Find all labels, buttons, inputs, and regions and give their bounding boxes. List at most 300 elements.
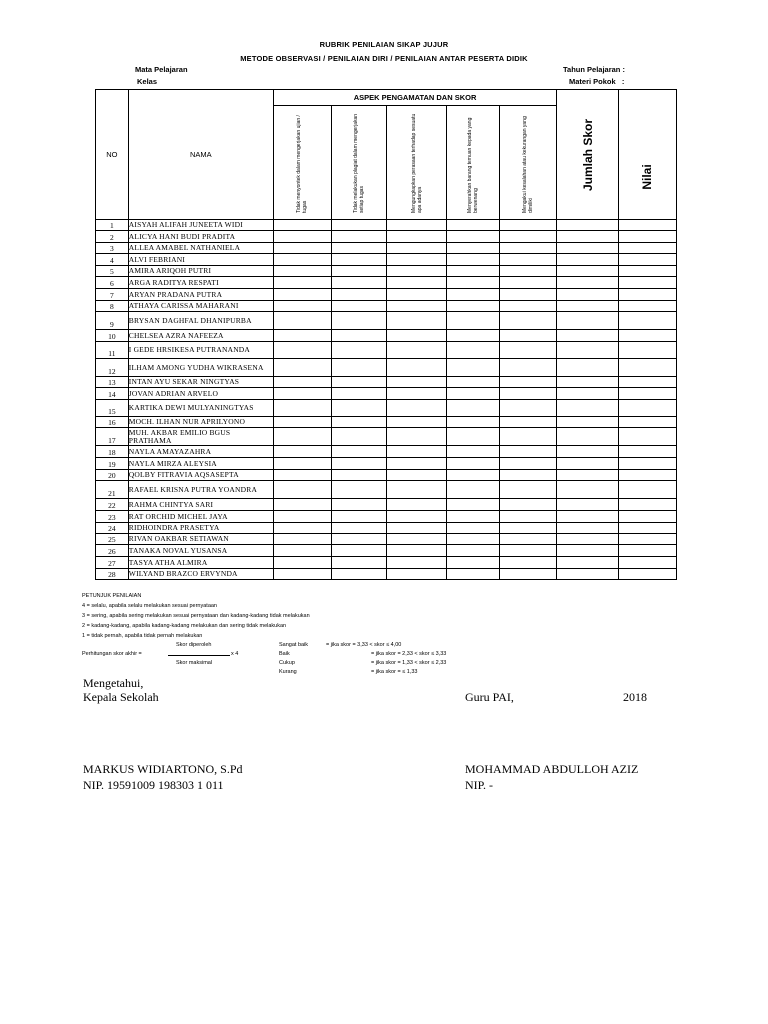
nilai-text: Nilai — [640, 163, 655, 190]
score-cell[interactable] — [386, 289, 446, 301]
score-cell[interactable] — [331, 388, 386, 400]
score-cell[interactable] — [273, 388, 331, 400]
score-cell[interactable] — [331, 243, 386, 254]
row-number: 2 — [96, 231, 129, 243]
score-cell[interactable] — [500, 545, 557, 557]
score-cell[interactable] — [500, 301, 557, 312]
nilai-cell[interactable] — [618, 417, 676, 428]
jumlah-skor-text: Jumlah Skor — [580, 118, 595, 191]
nilai-cell[interactable] — [618, 377, 676, 388]
row-number: 16 — [96, 417, 129, 428]
table-row — [96, 289, 677, 301]
score-cell[interactable] — [331, 458, 386, 470]
score-cell[interactable] — [386, 428, 446, 446]
petunjuk-line-1: 4 = selalu, apabila selalu melakukan sesuai pernyataan — [82, 603, 217, 609]
score-cell[interactable] — [500, 377, 557, 388]
table-row — [96, 377, 677, 388]
jumlah-cell[interactable] — [557, 417, 618, 428]
document-title: RUBRIK PENILAIAN SIKAP JUJUR — [319, 40, 449, 49]
nilai-cell[interactable] — [618, 511, 676, 523]
jumlah-cell[interactable] — [557, 470, 618, 481]
score-cell[interactable] — [273, 243, 331, 254]
row-number: 21 — [96, 481, 129, 499]
student-name: TANAKA NOVAL YUSANSA — [128, 545, 273, 557]
student-name: JOVAN ADRIAN ARVELO — [128, 388, 273, 400]
score-cell[interactable] — [386, 400, 446, 417]
jumlah-cell[interactable] — [557, 511, 618, 523]
student-name: BRYSAN DAGHFAL DHANIPURBA — [128, 312, 273, 330]
kelas-label: Kelas — [137, 77, 158, 86]
nilai-cell[interactable] — [618, 277, 676, 289]
nilai-cell[interactable] — [618, 458, 676, 470]
student-name: ALVI FEBRIANI — [128, 254, 273, 266]
jumlah-cell[interactable] — [557, 534, 618, 545]
jumlah-cell[interactable] — [557, 545, 618, 557]
score-cell[interactable] — [500, 458, 557, 470]
table-row — [96, 330, 677, 342]
row-number: 18 — [96, 446, 129, 458]
score-cell[interactable] — [447, 557, 500, 569]
score-cell[interactable] — [500, 277, 557, 289]
score-cell[interactable] — [331, 231, 386, 243]
student-name: NAYLA MIRZA ALEYSIA — [128, 458, 273, 470]
nilai-cell[interactable] — [618, 470, 676, 481]
no-header: NO — [96, 90, 129, 220]
tahun-pelajaran-label: Tahun Pelajaran : — [563, 65, 625, 74]
nilai-cell[interactable] — [618, 220, 676, 231]
row-number: 25 — [96, 534, 129, 545]
score-cell[interactable] — [331, 428, 386, 446]
nilai-cell[interactable] — [618, 557, 676, 569]
row-number: 10 — [96, 330, 129, 342]
nilai-cell[interactable] — [618, 545, 676, 557]
kepsek-nip: NIP. 19591009 198303 1 011 — [83, 778, 224, 792]
score-cell[interactable] — [386, 569, 446, 580]
score-cell[interactable] — [331, 301, 386, 312]
skor-maksimal: Skor maksimal — [176, 660, 213, 666]
score-cell[interactable] — [331, 330, 386, 342]
student-name: AMIRA ARIQOH PUTRI — [128, 266, 273, 277]
score-cell[interactable] — [331, 481, 386, 499]
jumlah-cell[interactable] — [557, 277, 618, 289]
nilai-cell[interactable] — [618, 481, 676, 499]
score-cell[interactable] — [273, 330, 331, 342]
score-cell[interactable] — [331, 266, 386, 277]
document-subtitle: METODE OBSERVASI / PENILAIAN DIRI / PENILAIAN ANTAR PESERTA DIDIK — [240, 54, 528, 63]
score-cell[interactable] — [386, 231, 446, 243]
student-name: INTAN AYU SEKAR NINGTYAS — [128, 377, 273, 388]
row-number: 13 — [96, 377, 129, 388]
score-cell[interactable] — [500, 569, 557, 580]
score-cell[interactable] — [331, 289, 386, 301]
jumlah-cell[interactable] — [557, 312, 618, 330]
assessment-table — [95, 89, 677, 580]
jumlah-cell[interactable] — [557, 243, 618, 254]
score-cell[interactable] — [500, 523, 557, 534]
score-cell[interactable] — [447, 312, 500, 330]
score-cell[interactable] — [500, 470, 557, 481]
kategori-rule-2: = jika skor = 2,33 < skor ≤ 3,33 — [371, 651, 447, 657]
score-cell[interactable] — [447, 446, 500, 458]
table-row — [96, 470, 677, 481]
score-cell[interactable] — [273, 266, 331, 277]
score-cell[interactable] — [386, 301, 446, 312]
jumlah-cell[interactable] — [557, 481, 618, 499]
student-name: RIDHOINDRA PRASETYA — [128, 523, 273, 534]
nilai-cell[interactable] — [618, 254, 676, 266]
nilai-cell[interactable] — [618, 446, 676, 458]
row-number: 15 — [96, 400, 129, 417]
jumlah-cell[interactable] — [557, 499, 618, 511]
table-row — [96, 231, 677, 243]
score-cell[interactable] — [500, 400, 557, 417]
score-cell[interactable] — [447, 388, 500, 400]
jumlah-cell[interactable] — [557, 330, 618, 342]
row-number: 17 — [96, 428, 129, 446]
student-name: QOLBY FITRAVIA AQSASEPTA — [128, 470, 273, 481]
row-number: 7 — [96, 289, 129, 301]
student-name: NAYLA AMAYAZAHRA — [128, 446, 273, 458]
score-cell[interactable] — [500, 254, 557, 266]
score-cell[interactable] — [386, 511, 446, 523]
materi-pokok-label: Materi Pokok : — [569, 77, 625, 86]
score-cell[interactable] — [273, 289, 331, 301]
table-row — [96, 446, 677, 458]
score-cell[interactable] — [447, 266, 500, 277]
score-cell[interactable] — [447, 545, 500, 557]
score-cell[interactable] — [273, 446, 331, 458]
nilai-cell[interactable] — [618, 428, 676, 446]
score-cell[interactable] — [273, 545, 331, 557]
score-cell[interactable] — [331, 470, 386, 481]
jumlah-skor-header — [557, 90, 618, 220]
score-cell[interactable] — [273, 359, 331, 377]
score-cell[interactable] — [386, 377, 446, 388]
nilai-cell[interactable] — [618, 289, 676, 301]
score-cell[interactable] — [386, 330, 446, 342]
jumlah-cell[interactable] — [557, 400, 618, 417]
score-cell[interactable] — [500, 243, 557, 254]
score-cell[interactable] — [500, 511, 557, 523]
table-row — [96, 545, 677, 557]
score-cell[interactable] — [500, 342, 557, 359]
kepala-sekolah-text: Kepala Sekolah — [83, 690, 159, 704]
table-row — [96, 301, 677, 312]
jumlah-cell[interactable] — [557, 289, 618, 301]
score-cell[interactable] — [331, 511, 386, 523]
aspek-header: ASPEK PENGAMATAN DAN SKOR — [273, 90, 557, 106]
student-name: WILYAND BRAZCO ERVYNDA — [128, 569, 273, 580]
score-cell[interactable] — [447, 220, 500, 231]
aspek-col-5 — [500, 106, 557, 220]
score-cell[interactable] — [386, 342, 446, 359]
nilai-cell[interactable] — [618, 523, 676, 534]
score-cell[interactable] — [273, 417, 331, 428]
score-cell[interactable] — [447, 400, 500, 417]
nilai-cell[interactable] — [618, 266, 676, 277]
score-cell[interactable] — [447, 499, 500, 511]
kategori-label-4: Kurang — [279, 669, 297, 675]
table-row — [96, 342, 677, 359]
score-cell[interactable] — [447, 301, 500, 312]
row-number: 28 — [96, 569, 129, 580]
student-name: ARGA RADITYA RESPATI — [128, 277, 273, 289]
score-cell[interactable] — [331, 499, 386, 511]
table-row — [96, 534, 677, 545]
score-cell[interactable] — [500, 231, 557, 243]
row-number: 20 — [96, 470, 129, 481]
score-cell[interactable] — [386, 470, 446, 481]
guru-nip: NIP. - — [465, 778, 494, 792]
score-cell[interactable] — [386, 266, 446, 277]
score-cell[interactable] — [331, 254, 386, 266]
nilai-cell[interactable] — [618, 359, 676, 377]
score-cell[interactable] — [500, 330, 557, 342]
student-name: MOCH. ILHAN NUR APRILYONO — [128, 417, 273, 428]
row-number: 5 — [96, 266, 129, 277]
score-cell[interactable] — [447, 342, 500, 359]
jumlah-cell[interactable] — [557, 428, 618, 446]
score-cell[interactable] — [386, 243, 446, 254]
score-cell[interactable] — [500, 428, 557, 446]
table-row — [96, 511, 677, 523]
score-cell[interactable] — [331, 359, 386, 377]
score-cell[interactable] — [273, 557, 331, 569]
score-cell[interactable] — [500, 481, 557, 499]
jumlah-cell[interactable] — [557, 342, 618, 359]
score-cell[interactable] — [500, 220, 557, 231]
nilai-cell[interactable] — [618, 534, 676, 545]
score-cell[interactable] — [273, 342, 331, 359]
score-cell[interactable] — [500, 499, 557, 511]
score-cell[interactable] — [273, 400, 331, 417]
score-cell[interactable] — [447, 523, 500, 534]
score-cell[interactable] — [447, 458, 500, 470]
score-cell[interactable] — [447, 428, 500, 446]
row-number: 11 — [96, 342, 129, 359]
petunjuk-line-3: 2 = kadang-kadang, apabila kadang-kadang melakukan dan sering tidak melakukan — [82, 623, 287, 629]
score-cell[interactable] — [273, 428, 331, 446]
score-cell[interactable] — [447, 569, 500, 580]
student-name: RAFAEL KRISNA PUTRA YOANDRA — [128, 481, 273, 499]
jumlah-cell[interactable] — [557, 266, 618, 277]
score-cell[interactable] — [500, 417, 557, 428]
kategori-label-2: Baik — [279, 651, 290, 657]
student-name: RIVAN OAKBAR SETIAWAN — [128, 534, 273, 545]
aspek-col-3 — [386, 106, 446, 220]
score-cell[interactable] — [273, 231, 331, 243]
petunjuk-line-2: 3 = sering, apabila sering melakukan sesuai pernyataan dan kadang-kadang tidak melakukan — [82, 613, 310, 619]
score-cell[interactable] — [447, 231, 500, 243]
nilai-cell[interactable] — [618, 243, 676, 254]
score-cell[interactable] — [386, 359, 446, 377]
score-cell[interactable] — [273, 569, 331, 580]
score-cell[interactable] — [331, 417, 386, 428]
score-cell[interactable] — [331, 400, 386, 417]
score-cell[interactable] — [331, 446, 386, 458]
score-cell[interactable] — [273, 377, 331, 388]
table-row — [96, 359, 677, 377]
score-cell[interactable] — [273, 254, 331, 266]
score-cell[interactable] — [331, 523, 386, 534]
jumlah-cell[interactable] — [557, 231, 618, 243]
student-name: RAT ORCHID MICHEL JAYA — [128, 511, 273, 523]
nilai-cell[interactable] — [618, 301, 676, 312]
petunjuk-line-4: 1 = tidak pernah, apabila tidak pernah melakukan — [82, 633, 203, 639]
score-cell[interactable] — [500, 557, 557, 569]
score-cell[interactable] — [273, 312, 331, 330]
aspek-col-4 — [447, 106, 500, 220]
jumlah-cell[interactable] — [557, 220, 618, 231]
score-cell[interactable] — [273, 458, 331, 470]
score-cell[interactable] — [500, 289, 557, 301]
score-cell[interactable] — [386, 220, 446, 231]
score-cell[interactable] — [273, 301, 331, 312]
score-cell[interactable] — [331, 534, 386, 545]
student-name: ARYAN PRADANA PUTRA — [128, 289, 273, 301]
score-cell[interactable] — [273, 470, 331, 481]
student-name: ALICYA HANI BUDI PRADITA — [128, 231, 273, 243]
score-cell[interactable] — [386, 446, 446, 458]
row-number: 12 — [96, 359, 129, 377]
student-name: I GEDE HRSIKESA PUTRANANDA — [128, 342, 273, 359]
score-cell[interactable] — [386, 545, 446, 557]
row-number: 27 — [96, 557, 129, 569]
row-number: 4 — [96, 254, 129, 266]
score-cell[interactable] — [447, 254, 500, 266]
score-cell[interactable] — [386, 458, 446, 470]
table-row — [96, 243, 677, 254]
score-cell[interactable] — [273, 220, 331, 231]
score-cell[interactable] — [331, 377, 386, 388]
table-row — [96, 254, 677, 266]
score-cell[interactable] — [447, 481, 500, 499]
kategori-rule-3: = jika skor = 1,33 < skor ≤ 2,33 — [371, 660, 447, 666]
score-cell[interactable] — [447, 511, 500, 523]
jumlah-cell[interactable] — [557, 301, 618, 312]
jumlah-cell[interactable] — [557, 388, 618, 400]
score-cell[interactable] — [447, 289, 500, 301]
score-cell[interactable] — [273, 481, 331, 499]
student-name: ATHAYA CARISSA MAHARANI — [128, 301, 273, 312]
score-cell[interactable] — [386, 277, 446, 289]
kepsek-name: MARKUS WIDIARTONO, S.Pd — [83, 762, 243, 776]
score-cell[interactable] — [386, 312, 446, 330]
score-cell[interactable] — [386, 557, 446, 569]
score-cell[interactable] — [331, 569, 386, 580]
score-cell[interactable] — [500, 446, 557, 458]
table-row — [96, 499, 677, 511]
nama-header: NAMA — [128, 90, 273, 220]
row-number: 1 — [96, 220, 129, 231]
row-number: 3 — [96, 243, 129, 254]
score-cell[interactable] — [447, 417, 500, 428]
nilai-cell[interactable] — [618, 342, 676, 359]
jumlah-cell[interactable] — [557, 523, 618, 534]
score-cell[interactable] — [386, 254, 446, 266]
nilai-cell[interactable] — [618, 400, 676, 417]
table-row — [96, 277, 677, 289]
jumlah-cell[interactable] — [557, 557, 618, 569]
score-cell[interactable] — [273, 277, 331, 289]
score-cell[interactable] — [447, 377, 500, 388]
jumlah-cell[interactable] — [557, 569, 618, 580]
aspek-col-2-text: Tidak melakukan plagiat dalam mengerjakan setiap tugas — [352, 113, 365, 213]
score-cell[interactable] — [273, 523, 331, 534]
table-row — [96, 388, 677, 400]
table-row — [96, 266, 677, 277]
jumlah-cell[interactable] — [557, 458, 618, 470]
nilai-cell[interactable] — [618, 231, 676, 243]
aspek-col-1 — [273, 106, 331, 220]
score-cell[interactable] — [447, 243, 500, 254]
kategori-label-3: Cukup — [279, 660, 295, 666]
score-cell[interactable] — [500, 534, 557, 545]
nilai-cell[interactable] — [618, 569, 676, 580]
nilai-cell[interactable] — [618, 330, 676, 342]
row-number: 26 — [96, 545, 129, 557]
score-cell[interactable] — [386, 388, 446, 400]
table-row — [96, 569, 677, 580]
score-cell[interactable] — [447, 534, 500, 545]
score-cell[interactable] — [386, 481, 446, 499]
score-cell[interactable] — [500, 359, 557, 377]
score-cell[interactable] — [500, 266, 557, 277]
student-name: RAHMA CHINTYA SARI — [128, 499, 273, 511]
skor-diperoleh: Skor diperoleh — [176, 642, 212, 648]
row-number: 22 — [96, 499, 129, 511]
nilai-cell[interactable] — [618, 499, 676, 511]
score-cell[interactable] — [331, 312, 386, 330]
score-cell[interactable] — [447, 277, 500, 289]
jumlah-cell[interactable] — [557, 359, 618, 377]
score-cell[interactable] — [273, 511, 331, 523]
year-text: 2018 — [623, 690, 647, 704]
score-cell[interactable] — [331, 220, 386, 231]
score-cell[interactable] — [500, 312, 557, 330]
score-cell[interactable] — [331, 277, 386, 289]
jumlah-cell[interactable] — [557, 446, 618, 458]
score-cell[interactable] — [331, 545, 386, 557]
table-row — [96, 481, 677, 499]
row-number: 24 — [96, 523, 129, 534]
score-cell[interactable] — [386, 534, 446, 545]
petunjuk-title: PETUNJUK PENILAIAN — [82, 593, 142, 599]
jumlah-cell[interactable] — [557, 377, 618, 388]
score-cell[interactable] — [447, 359, 500, 377]
score-cell[interactable] — [273, 499, 331, 511]
nilai-cell[interactable] — [618, 388, 676, 400]
student-name: TASYA ATHA ALMIRA — [128, 557, 273, 569]
score-cell[interactable] — [447, 330, 500, 342]
score-cell[interactable] — [331, 342, 386, 359]
kategori-label-1: Sangat baik — [279, 642, 309, 648]
score-cell[interactable] — [386, 499, 446, 511]
score-cell[interactable] — [331, 557, 386, 569]
nilai-cell[interactable] — [618, 312, 676, 330]
student-name: MUH. AKBAR EMILIO BGUS PRATHAMA — [128, 428, 273, 446]
jumlah-cell[interactable] — [557, 254, 618, 266]
score-cell[interactable] — [386, 523, 446, 534]
aspek-col-5-text: Mengakui kesalahan atau kekurangan yang dimiliki — [522, 115, 535, 213]
score-cell[interactable] — [447, 470, 500, 481]
row-number: 14 — [96, 388, 129, 400]
row-number: 9 — [96, 312, 129, 330]
score-cell[interactable] — [273, 534, 331, 545]
student-name: AISYAH ALIFAH JUNEETA WIDI — [128, 220, 273, 231]
score-cell[interactable] — [386, 417, 446, 428]
score-cell[interactable] — [500, 388, 557, 400]
